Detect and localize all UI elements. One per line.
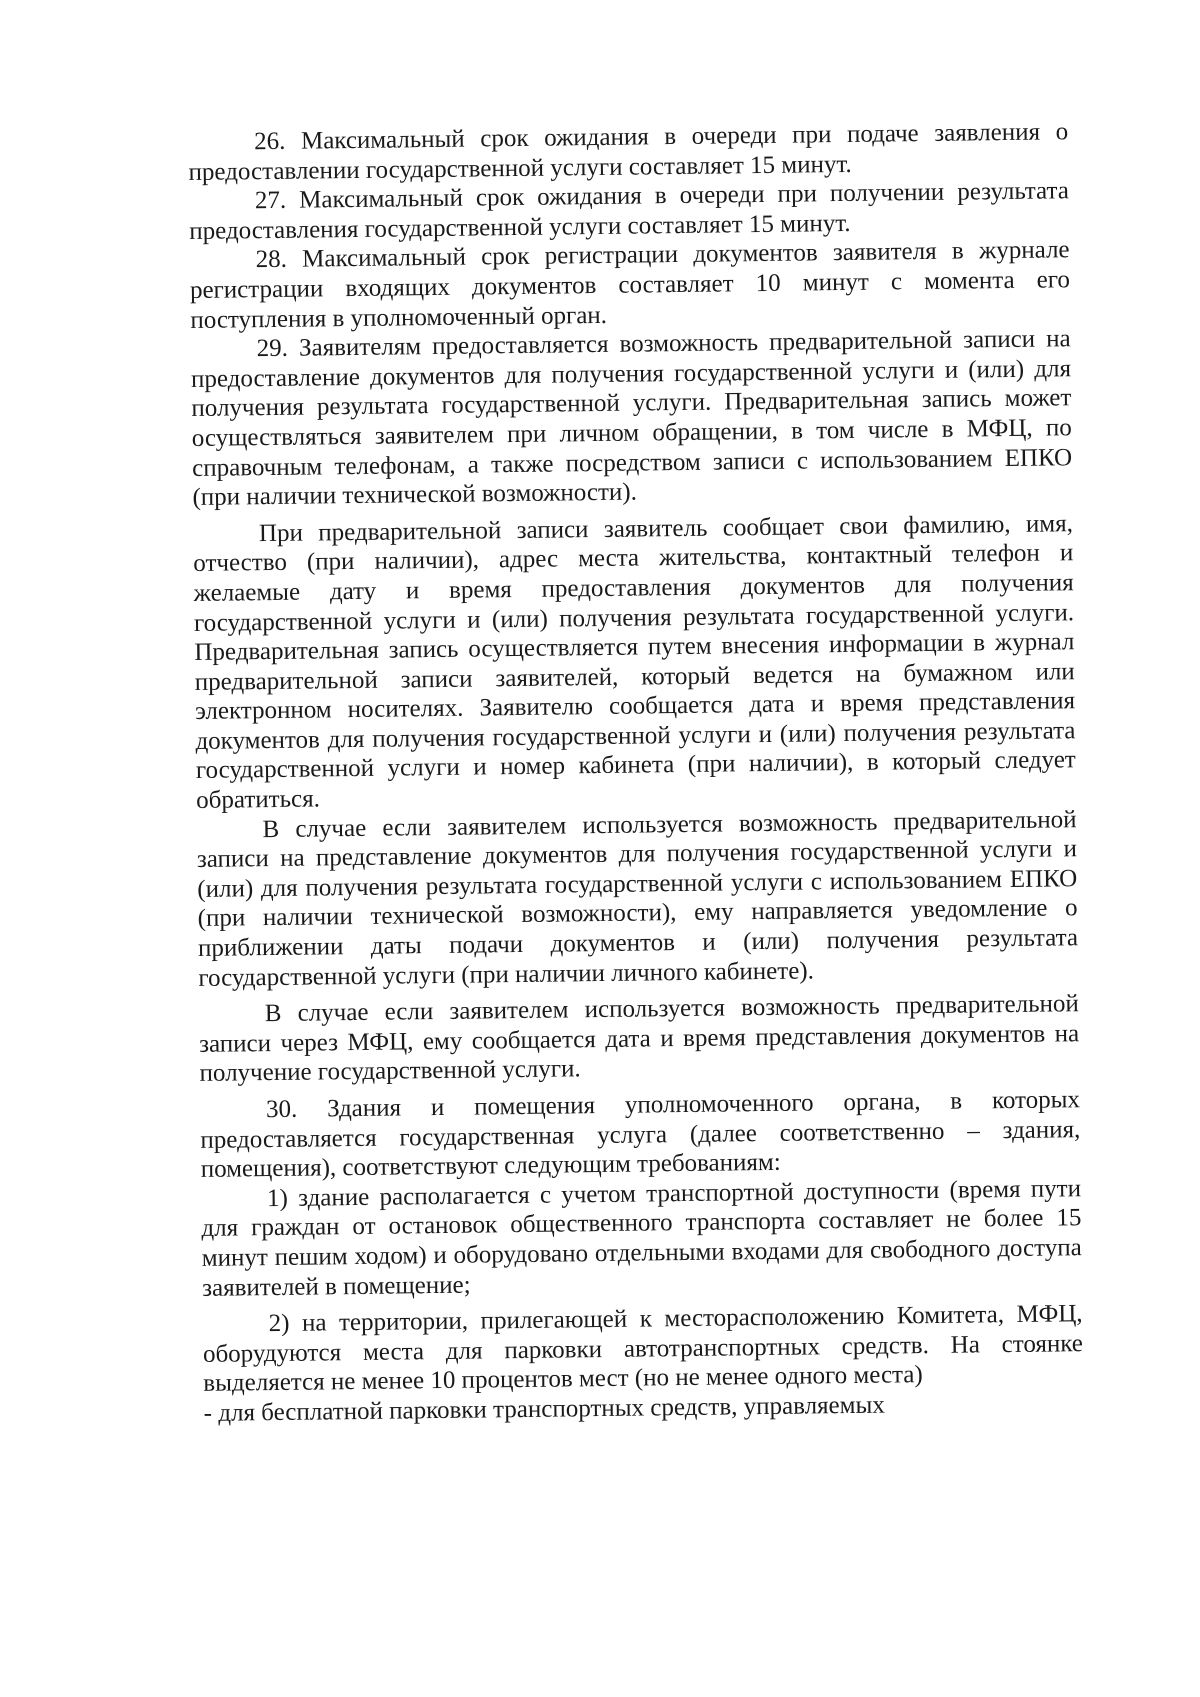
paragraph-30: 30. Здания и помещения уполномоченного органа, в которых предоставляется государственная услуга (далее соответственно – здания, помещения), соответствуют следующим требованиям: bbox=[200, 1086, 1081, 1184]
paragraph-28: 28. Максимальный срок регистрации документов заявителя в журнале регистрации входящих документов составляет 10 минут с момента его поступления в уполномоченный орган. bbox=[189, 236, 1071, 334]
paragraph-27: 27. Максимальный срок ожидания в очереди при получении результата предоставления государственной услуги составляет 15 минут. bbox=[189, 177, 1069, 245]
paragraph-epko-case: В случае если заявителем используется возможность предварительной записи на представление документов для получения государственной услуги и (или) для получения результата государственной услуги с использованием ЕПКО (при наличии технической возможности), ему направляется уведомление о приближении даты подачи документов и (или) получения результата государственной услуги (при наличии личного кабинете). bbox=[196, 805, 1079, 992]
paragraph-item-2: 2) на территории, прилегающей к месторасположению Комитета, МФЦ, оборудуются места для парковки автотранспортных средств. На стоянке выделяется не менее 10 процентов мест (но не менее одного места) bbox=[202, 1300, 1084, 1398]
paragraph-item-2-continued: - для бесплатной парковки транспортных средств, управляемых bbox=[203, 1391, 885, 1427]
document-body bbox=[188, 117, 1084, 1428]
paragraph-item-1: 1) здание располагается с учетом транспортной доступности (время пути для граждан от остановок общественного транспорта составляет не более 15 минут пешим ходом) и оборудовано отдельными входами для свободного доступа заявителей в помещение; bbox=[201, 1174, 1082, 1302]
paragraph-29: 29. Заявителям предоставляется возможность предварительной записи на предоставление документов для получения государственной услуги и (или) для получения результата государственной услуги. Предварительная запись может осуществляться заявителем при личном обращении, в том числе в МФЦ, по справочным телефонам, а также посредством записи с использованием ЕПКО (при наличии технической возможности). bbox=[190, 325, 1073, 512]
paragraph-pre-registration: При предварительной записи заявитель сообщает свои фамилию, имя, отчество (при наличии), адрес места жительства, контактный телефон и желаемые дату и время предоставления документов для получения государственной услуги и (или) получения результата государственной услуги. Предварительная запись осуществляется путем внесения информации в журнал предварительной записи заявителей, который ведется на бумажном или электронном носителях. Заявителю сообщается дата и время представления документов для получения государственной услуги и (или) получения результата государственной услуги и номер кабинета (при наличии), в который следует обратиться. bbox=[193, 509, 1076, 815]
paragraph-26: 26. Максимальный срок ожидания в очереди при подаче заявления о предоставлении государственной услуги составляет 15 минут. bbox=[188, 118, 1069, 186]
paragraph-mfc-case: В случае если заявителем используется возможность предварительной записи через МФЦ, ему сообщается дата и время представления документов на получение государственной услуги. bbox=[199, 990, 1080, 1088]
